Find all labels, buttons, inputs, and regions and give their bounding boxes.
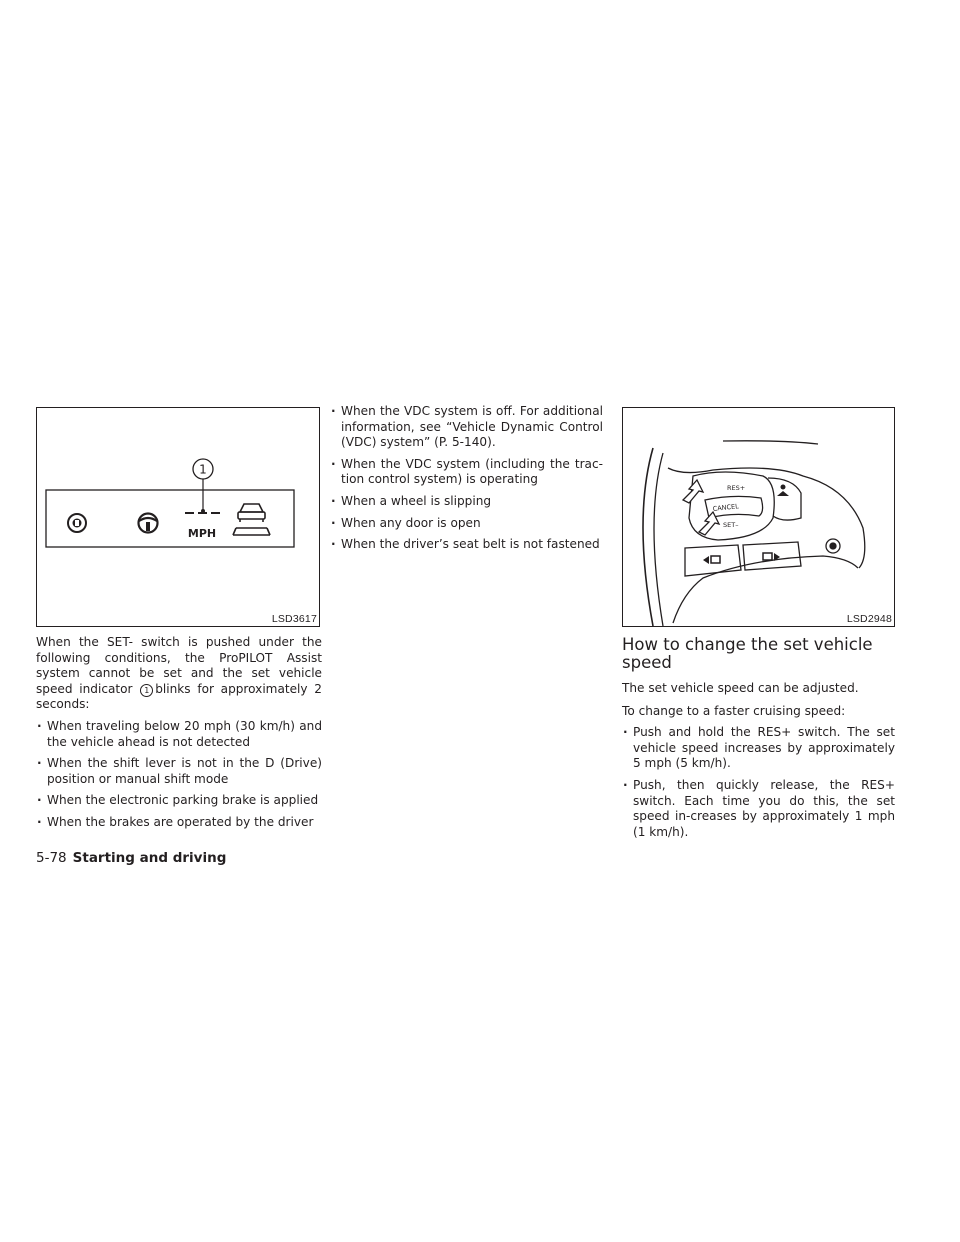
intro-text-after: blinks for approximately 2 seconds:: [36, 681, 322, 712]
figure-speed-indicator: [36, 407, 320, 627]
column-middle: [330, 404, 603, 553]
figure-code: LSD3617: [271, 613, 317, 625]
left-arrow-icon: [703, 556, 709, 564]
list-item: · When the shift lever is not in the D (Drive) position or manual shift mode: [36, 756, 322, 787]
list-item: · When the brakes are operated by the driver: [36, 815, 322, 831]
display-left-icon: [711, 556, 720, 563]
page-footer: [36, 850, 226, 866]
intro-paragraph: [36, 635, 322, 713]
arrow-up-res-icon: [683, 480, 703, 503]
propilot-steering-icon: [68, 514, 86, 532]
steering-wheel-icon: [139, 514, 158, 533]
paragraph: To change to a faster cruising speed:: [622, 703, 846, 718]
column-left: [36, 407, 322, 831]
condition-list-left: [36, 719, 322, 831]
list-item: · When the VDC system (including the trac-tion control system) is operating: [330, 457, 603, 488]
section-heading: How to change the set vehicle speed: [622, 635, 873, 672]
list-item: · When any door is open: [330, 516, 603, 532]
list-item: · When traveling below 20 mph (30 km/h) and the vehicle ahead is not detected: [36, 719, 322, 750]
list-item: · When the electronic parking brake is applied: [36, 793, 322, 809]
steering-switch-illustration: [623, 408, 896, 628]
spoke-outline-bottom: [673, 556, 858, 623]
display-right-icon: [763, 553, 772, 560]
wheel-rim-outer: [643, 448, 653, 626]
lower-left-button: [685, 545, 741, 576]
cancel-label: CANCEL: [712, 502, 740, 513]
list-item: · When the driver’s seat belt is not fastened: [330, 537, 603, 553]
res-label: RES+: [727, 484, 746, 492]
set-label: SET–: [723, 521, 739, 529]
intro-text-before: When the SET- switch is pushed under the following conditions, the ProPILOT Assist system cannot be set and the set vehicle speed indicator: [36, 635, 322, 696]
vehicle-ahead-icon: [233, 504, 270, 535]
mph-label: MPH: [187, 527, 217, 540]
condition-list-middle: [330, 404, 603, 553]
page-number: 5-78: [36, 850, 67, 866]
set-speed-dashes: [185, 512, 220, 514]
speed-change-list: [622, 725, 895, 840]
steering-assist-button-core: [830, 543, 836, 549]
dashboard-edge-line: [723, 441, 818, 444]
section-title: Starting and driving: [72, 850, 227, 866]
figure-steering-switches: [622, 407, 895, 627]
list-item: · When a wheel is slipping: [330, 494, 603, 510]
driver-assist-icon: [777, 485, 789, 497]
wheel-rim-inner: [654, 453, 663, 626]
paragraph: The set vehicle speed can be adjusted.: [622, 681, 859, 695]
inline-callout-1: 1: [140, 684, 153, 697]
list-item: · Push, then quickly release, the RES+ switch. Each time you do this, the set speed in-creases by approximately 1 mph (1 km/h).: [622, 778, 895, 840]
figure-code: LSD2948: [846, 613, 892, 625]
column-right: [622, 407, 895, 840]
speed-indicator-illustration: [37, 408, 321, 628]
list-item: · Push and hold the RES+ switch. The set vehicle speed increases by approximately 5 mph (5 km/h).: [622, 725, 895, 772]
callout-number: 1: [199, 462, 207, 477]
list-item: · When the VDC system is off. For additional information, see “Vehicle Dynamic Control (VDC) system” (P. 5-140).: [330, 404, 603, 451]
